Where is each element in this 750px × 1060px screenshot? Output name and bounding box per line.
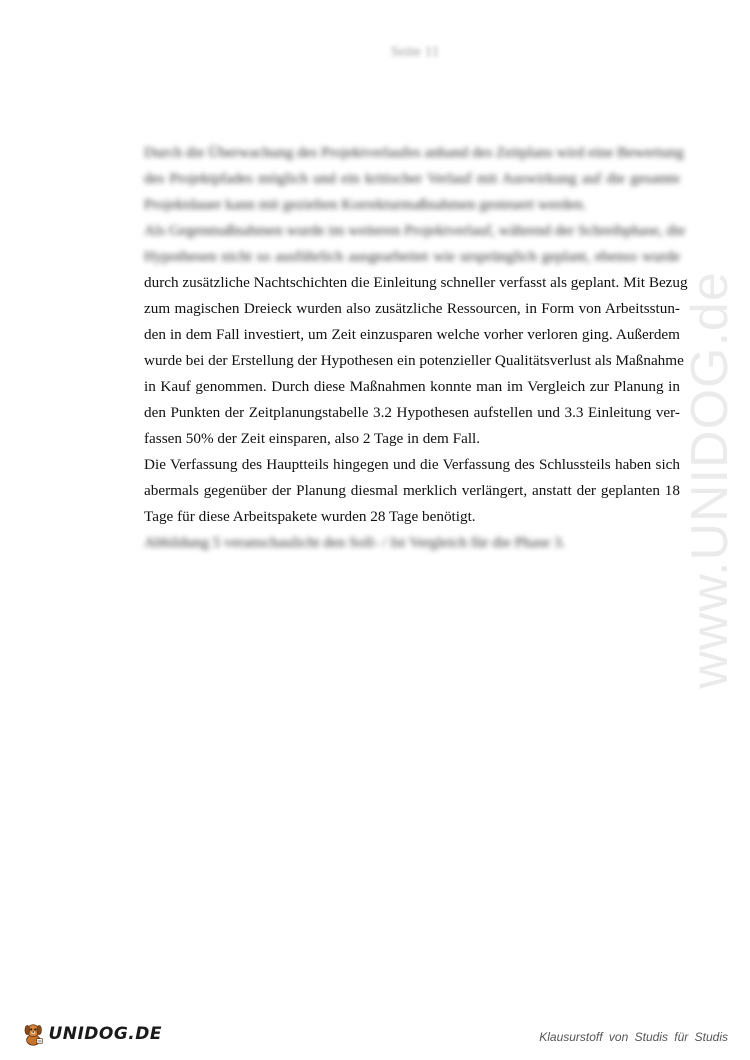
text-line: zum magischen Dreieck wurden also zusätzliche Ressourcen, in Form von Arbeitsstun-: [144, 300, 680, 317]
logo-text: UNIDOG.DE: [48, 1024, 162, 1044]
text-line: wurde bei der Erstellung der Hypothesen ein potenzieller Qualitätsverlust als Maßnahme: [144, 352, 684, 369]
text-line: Die Verfassung des Hauptteils hingegen und die Verfassung des Schlussteils haben sich: [144, 456, 680, 473]
text-line: Projektdauer kann mit gezielten Korrekturmaßnahmen gesteuert werden.: [144, 196, 587, 213]
paragraph-2: [144, 218, 688, 452]
footer-tagline: Klausurstoff von Studis für Studis: [539, 1030, 728, 1044]
paragraph-4: [144, 530, 680, 556]
text-line: den in dem Fall investiert, um Zeit einzusparen welche vorher verloren ging. Außerdem: [144, 326, 680, 343]
text-line: fassen 50% der Zeit einsparen, also 2 Tage in dem Fall.: [144, 430, 481, 447]
text-line: den Punkten der Zeitplanungstabelle 3.2 Hypothesen aufstellen und 3.3 Einleitung ver-: [144, 404, 680, 421]
paragraph-3: [144, 452, 680, 530]
text-line: in Kauf genommen. Durch diese Maßnahmen konnte man im Vergleich zur Planung in: [144, 378, 680, 395]
text-line: Als Gegenmaßnahmen wurde im weiteren Projektverlauf, während der Schreibphase, die: [144, 222, 686, 239]
paragraph-1: [144, 140, 684, 218]
text-line: Abbildung 5 veranschaulicht den Soll- / Ist Vergleich für die Phase 3.: [144, 534, 566, 551]
unidog-logo: [22, 1014, 162, 1054]
document-body: [144, 140, 688, 556]
text-line: Hypothesen nicht so ausführlich ausgearbeitet wie ursprünglich geplant, ebenso wurde: [144, 248, 680, 265]
watermark: www.UNIDOG.de: [681, 271, 739, 689]
dog-mascot-icon: [22, 1015, 44, 1053]
text-line: des Projektpfades möglich und ein kritischer Verlauf mit Auswirkung auf die gesamte: [144, 170, 680, 187]
page-number: Seite 11: [390, 44, 440, 60]
text-line: Durch die Überwachung des Projektverlaufes anhand des Zeitplans wird eine Bewertung: [144, 144, 684, 161]
text-line: abermals gegenüber der Planung diesmal merklich verlängert, anstatt der geplanten 18: [144, 482, 680, 499]
text-line: durch zusätzliche Nachtschichten die Einleitung schneller verfasst als geplant. Mit Bezug: [144, 274, 688, 291]
text-line: Tage für diese Arbeitspakete wurden 28 Tage benötigt.: [144, 508, 476, 525]
